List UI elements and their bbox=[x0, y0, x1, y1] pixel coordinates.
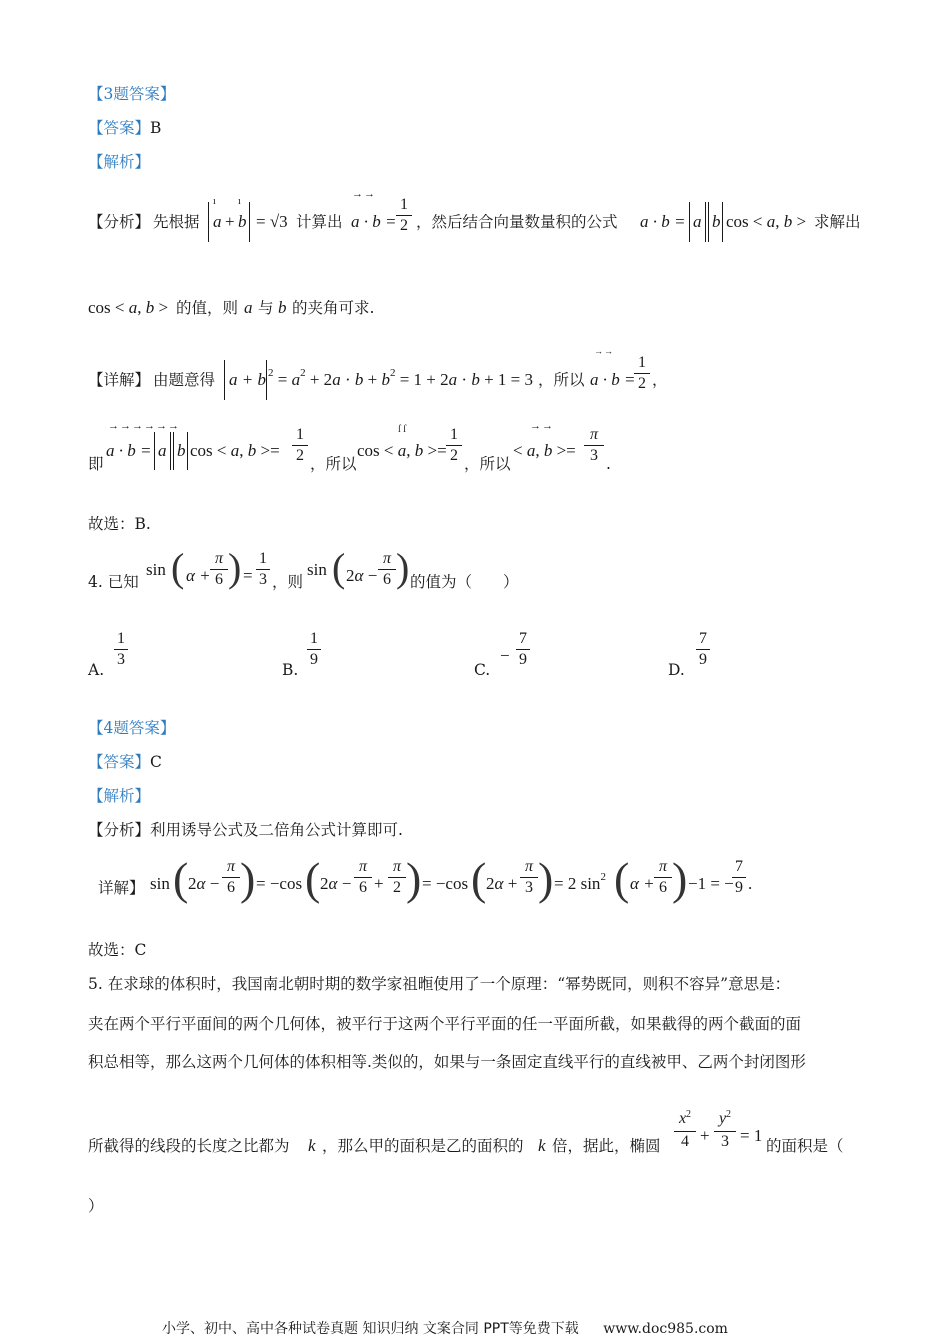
detail-label: 【详解】 bbox=[88, 371, 151, 389]
vector-arrows: →→ bbox=[530, 420, 554, 432]
answer-label: 【答案】 bbox=[88, 753, 151, 771]
vector-arrow: ı bbox=[238, 196, 241, 207]
math-2alpha-plus: 2α + bbox=[486, 874, 518, 893]
fraction-pi-third: π 3 bbox=[520, 858, 538, 897]
abs-bar bbox=[722, 202, 723, 242]
math-cos-ab: cos < a, b > bbox=[726, 212, 807, 231]
math-sin: sin bbox=[307, 560, 327, 579]
abs-bar bbox=[208, 202, 209, 242]
math-period: . bbox=[748, 874, 753, 893]
math-alpha-plus: α + bbox=[186, 566, 211, 585]
q5-line-5: ） bbox=[88, 1197, 104, 1215]
detail-end: . bbox=[606, 455, 611, 473]
math-eq: = bbox=[243, 566, 253, 585]
math-eq-minus-cos: = −cos bbox=[256, 874, 303, 893]
math-b: b bbox=[238, 212, 247, 231]
option-sign: − bbox=[500, 646, 510, 665]
math-sin: sin bbox=[150, 874, 170, 893]
math-a-plus-b: a + b bbox=[229, 370, 266, 389]
q4-fenxi bbox=[88, 820, 403, 840]
math-k: k bbox=[308, 1136, 316, 1155]
answer-value: C bbox=[150, 753, 162, 771]
fraction-one-half: 1 2 bbox=[292, 426, 308, 465]
fraction-one-half: 1 2 bbox=[446, 426, 462, 465]
math-paren: ) bbox=[228, 545, 242, 590]
fraction-pi-six: π 6 bbox=[210, 550, 228, 589]
math-a-dot-b: a · b = bbox=[351, 212, 397, 231]
detail-text-2: ，所以 bbox=[538, 371, 585, 389]
math-2alpha-minus: 2α − bbox=[188, 874, 220, 893]
fenxi-text: 利用诱导公式及二倍角公式计算即可. bbox=[150, 821, 403, 839]
math-paren: ( bbox=[171, 545, 185, 590]
math-paren: ( bbox=[305, 853, 321, 904]
q3-header: 【3题答案】 bbox=[88, 85, 176, 103]
fenxi-label: 【分析】 bbox=[88, 821, 151, 839]
math-paren: ( bbox=[614, 853, 630, 904]
q5-line-4-text-4: 的面积是（ bbox=[766, 1137, 844, 1155]
math-b: b bbox=[712, 212, 721, 231]
vector-marks: ſ ſ bbox=[398, 424, 407, 435]
q4-analysis-label: 【解析】 bbox=[88, 787, 151, 805]
math-eq-minus-cos: = −cos bbox=[422, 874, 469, 893]
vector-arrows: →→ bbox=[352, 188, 376, 200]
math-paren: ) bbox=[396, 545, 410, 590]
q4-stem-t2: ，则 bbox=[272, 573, 304, 591]
option-label: A. bbox=[88, 661, 105, 679]
vector-arrow: ı bbox=[213, 196, 216, 207]
option-fraction: 1 9 bbox=[307, 630, 321, 669]
option-fraction: 7 9 bbox=[696, 630, 710, 669]
option-label: C. bbox=[474, 661, 491, 679]
abs-bar bbox=[224, 360, 225, 400]
q4-stem-t3: 的值为（ ） bbox=[410, 573, 519, 591]
fenxi-text-4: 求解出 bbox=[814, 213, 861, 231]
fraction-pi-half: π 2 bbox=[388, 858, 406, 897]
math-2alpha-minus: 2α − bbox=[346, 566, 378, 585]
footer bbox=[162, 1318, 728, 1338]
math-alpha-plus: α + bbox=[630, 874, 655, 893]
math-paren: ) bbox=[240, 853, 256, 904]
footer-url-link[interactable]: www.doc985.com bbox=[603, 1321, 728, 1337]
math-plus: + bbox=[225, 212, 235, 231]
math-paren: ) bbox=[406, 853, 422, 904]
option-fraction: 7 9 bbox=[516, 630, 530, 669]
fraction-seven-ninths: 7 9 bbox=[732, 858, 746, 897]
detail-text-1: 由题意得 bbox=[153, 371, 216, 389]
abs-bar bbox=[187, 432, 188, 470]
abs-bar bbox=[154, 432, 155, 470]
q3-answer bbox=[88, 118, 161, 138]
fraction-one-half: 1 2 bbox=[396, 196, 412, 235]
abs-bar bbox=[689, 202, 690, 242]
fraction-pi-six: π 6 bbox=[222, 858, 240, 897]
fraction-pi-third: π 3 bbox=[584, 426, 604, 465]
abs-bar bbox=[708, 202, 709, 242]
math-b: b bbox=[177, 441, 186, 460]
fraction-pi-six: π 6 bbox=[654, 858, 672, 897]
math-sin: sin bbox=[146, 560, 166, 579]
math-a: a bbox=[158, 441, 167, 460]
math-paren: ( bbox=[471, 853, 487, 904]
q5-line-2: 夹在两个平行平面间的两个几何体，被平行于这两个平行平面的任一平面所截，如果截得的两个截面的面 bbox=[88, 1015, 802, 1033]
math-expansion: $^2 = a^2 + 2a \cdot b + b^2 = 1 + 2a \cdot b + 1 = 3$ bbox=[268, 367, 533, 389]
math-k: k bbox=[538, 1136, 546, 1155]
math-plus: + bbox=[700, 1126, 710, 1145]
fenxi-text-1: 先根据 bbox=[153, 213, 200, 231]
math-paren: ( bbox=[332, 545, 346, 590]
fraction-pi-six: π 6 bbox=[378, 550, 396, 589]
math-dot-formula: a · b = bbox=[640, 212, 686, 231]
math-a-dot-b: a · b = bbox=[590, 370, 636, 389]
math-plus: + bbox=[374, 874, 384, 893]
math-b: b bbox=[278, 298, 287, 317]
detail-label: 详解】 bbox=[98, 879, 145, 897]
fraction-pi-six: π 6 bbox=[354, 858, 372, 897]
fenxi-text-2: 计算出 bbox=[296, 213, 343, 231]
math-cos-ab-eq: cos < a, b >= bbox=[357, 441, 447, 460]
abs-bar bbox=[170, 432, 171, 470]
answer-value: B bbox=[150, 119, 162, 137]
math-a-plus-b: a bbox=[213, 212, 222, 231]
q3-analysis-label: 【解析】 bbox=[88, 153, 151, 171]
q4-stem-num: 4. 已知 bbox=[88, 573, 139, 591]
math-paren: ) bbox=[672, 853, 688, 904]
q4-choose: 故选：C bbox=[88, 941, 147, 959]
fraction-y2-over-3: $y^2$ 3 bbox=[714, 1110, 736, 1151]
q4-answer bbox=[88, 752, 162, 772]
math-paren: ( bbox=[173, 853, 189, 904]
option-label: D. bbox=[668, 661, 685, 679]
q5-line-1: 5. 在求球的体积时，我国南北朝时期的数学家祖暅使用了一个原理：“幂势既同，则积不容异”意思是： bbox=[88, 975, 791, 993]
vector-arrows: →→ bbox=[594, 346, 614, 356]
math-2alpha-minus: 2α − bbox=[320, 874, 352, 893]
vector-arrows: →→→→→→ bbox=[108, 420, 180, 432]
q5-line-4-text-2: ，那么甲的面积是乙的面积的 bbox=[322, 1137, 524, 1155]
fenxi-label: 【分析】 bbox=[88, 213, 151, 231]
q5-line-4-text-1: 所截得的线段的长度之比都为 bbox=[88, 1137, 290, 1155]
abs-bar bbox=[266, 360, 267, 400]
math-eq-1: = 1 bbox=[740, 1126, 763, 1145]
math-cos-ab-eq: cos < a, b >= bbox=[190, 441, 280, 460]
q3-choose: 故选：B. bbox=[88, 515, 151, 533]
math-a: a bbox=[693, 212, 702, 231]
q5-line-4-text-3: 倍，据此，椭圆 bbox=[552, 1137, 661, 1155]
fraction-x2-over-4: $x^2$ 4 bbox=[674, 1110, 696, 1151]
math-ab-eq: < a, b >= bbox=[513, 441, 576, 460]
abs-bar bbox=[705, 202, 706, 242]
abs-bar bbox=[173, 432, 174, 470]
fenxi-text-7: 的夹角可求. bbox=[292, 299, 375, 317]
math-paren: ) bbox=[538, 853, 554, 904]
detail-text-3: 即 bbox=[88, 455, 104, 473]
fraction-one-half: 1 2 bbox=[634, 354, 650, 393]
q4-header: 【4题答案】 bbox=[88, 719, 176, 737]
q5-line-3: 积总相等，那么这两个几何体的体积相等.类似的，如果与一条固定直线平行的直线被甲、乙两个封闭图形 bbox=[88, 1053, 806, 1071]
detail-text-5: ，所以 bbox=[464, 455, 511, 473]
math-eq-sqrt3: = √3 bbox=[256, 212, 288, 231]
comma: ， bbox=[652, 371, 668, 389]
fenxi-text-5: 的值，则 bbox=[176, 299, 239, 317]
fraction-one-third: 1 3 bbox=[256, 550, 270, 589]
math-eq-2sin2: = 2 $\sin^2$ bbox=[554, 871, 606, 893]
math-a: a bbox=[244, 298, 253, 317]
math-a-dot-b: a · b = bbox=[106, 441, 152, 460]
abs-bar bbox=[249, 202, 250, 242]
detail-text-4: ，所以 bbox=[310, 455, 357, 473]
option-label: B. bbox=[282, 661, 299, 679]
fenxi-text-6: 与 bbox=[258, 299, 274, 317]
math-minus-1-eq: −1 = − bbox=[688, 874, 734, 893]
math-cos-ab: cos < a, b > bbox=[88, 298, 169, 317]
answer-label: 【答案】 bbox=[88, 119, 151, 137]
footer-text: 小学、初中、高中各种试卷真题 知识归纳 文案合同 PPT等免费下载 bbox=[162, 1321, 579, 1337]
fenxi-text-3: ，然后结合向量数量积的公式 bbox=[416, 213, 618, 231]
option-fraction: 1 3 bbox=[114, 630, 128, 669]
